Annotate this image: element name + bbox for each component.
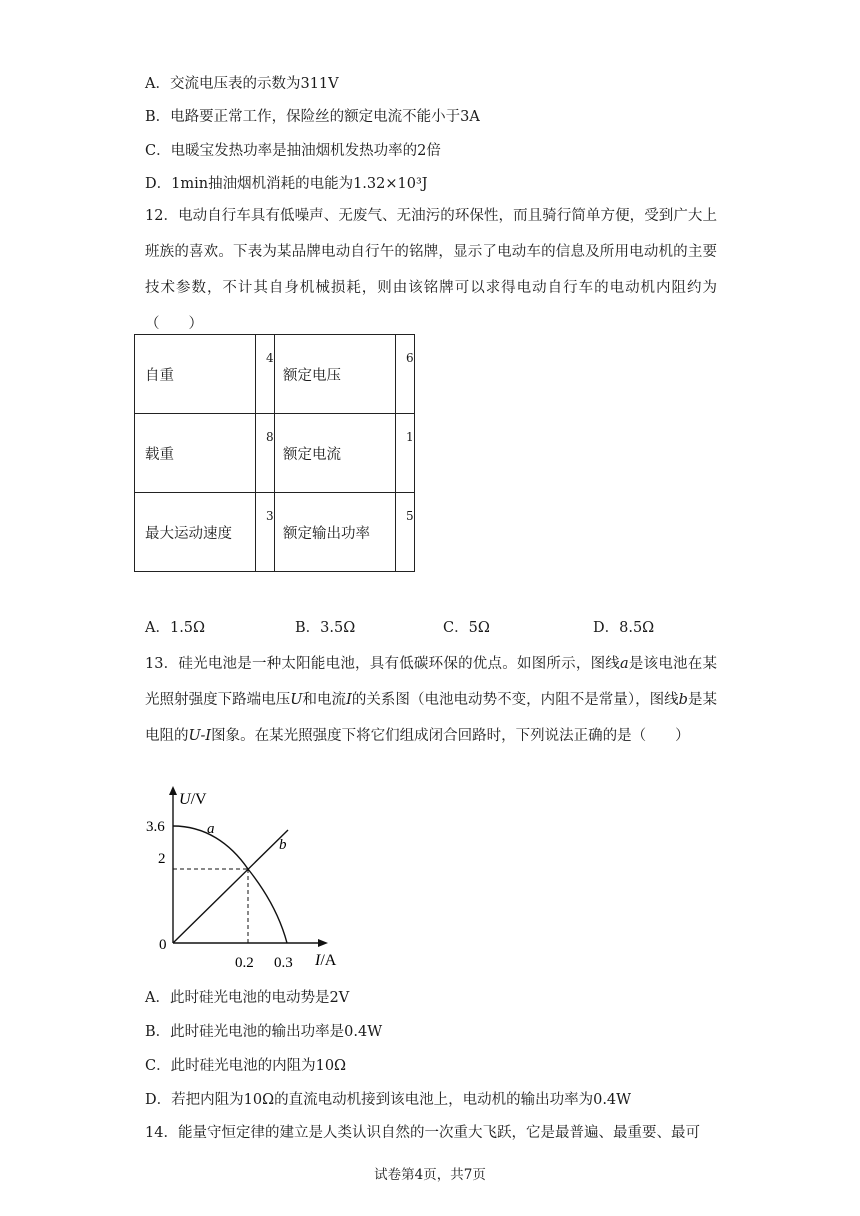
- origin-label: 0: [159, 937, 167, 953]
- q12-stem: 12．电动自行车具有低噪声、无废气、无油污的环保性，而且骑行简单方便，受到广大上班族的喜欢。下表为某品牌电动自行午的铭牌，显示了电动车的信息及所用电动机的主要技术参数，不计其自身机械损耗，则由该铭牌可以求得电动自行车的电动机内阻约为（ ）: [145, 208, 717, 332]
- clipped-value: 6: [406, 351, 414, 365]
- table-row: [135, 335, 415, 414]
- q13-option-b: B．此时硅光电池的输出功率是0.4W: [145, 1024, 383, 1040]
- q13-stem-text: 图象。在某光照强度下将它们组成闭合回路时，下列说法正确的是（ ）: [211, 728, 690, 744]
- table-cell: [396, 493, 415, 572]
- ui-graph: [140, 785, 340, 975]
- q12-option-c: C．5Ω: [443, 620, 490, 636]
- q13-stem: [145, 646, 717, 754]
- clipped-value: 4: [266, 351, 274, 365]
- q13-stem-text: 和电流: [302, 692, 347, 708]
- q11-option-a: A．交流电压表的示数为311V: [145, 76, 339, 92]
- clipped-value: 3: [266, 509, 274, 523]
- clipped-value: 8: [266, 430, 274, 444]
- line-b-label: b: [279, 837, 287, 853]
- q12-option-b: B．3.5Ω: [295, 620, 356, 636]
- x-axis-label: I/A: [315, 952, 337, 969]
- table-cell: 最大运动速度: [135, 493, 256, 572]
- var-U: U: [290, 692, 303, 708]
- table-cell: 额定电压: [275, 335, 396, 414]
- table-cell: [256, 493, 275, 572]
- page-footer: 试卷第4页，共7页: [374, 1167, 486, 1183]
- y-tick-2: 2: [158, 851, 166, 867]
- table-cell: [256, 414, 275, 493]
- var-I: I: [346, 692, 352, 708]
- q12-option-a: A．1.5Ω: [145, 620, 206, 636]
- table-cell: 额定电流: [275, 414, 396, 493]
- var-b: b: [678, 692, 688, 708]
- q14-stem: 14．能量守恒定律的建立是人类认识自然的一次重大飞跃，它是最普遍、最重要、最可: [145, 1125, 700, 1141]
- table-cell: [256, 335, 275, 414]
- q13-stem-text: 是某电阻的: [145, 692, 718, 744]
- x-tick-0-3: 0.3: [274, 955, 293, 971]
- table-row: [135, 493, 415, 572]
- var-a: a: [620, 656, 629, 672]
- q12-option-d: D．8.5Ω: [593, 620, 655, 636]
- clipped-value: 1: [406, 430, 414, 444]
- y-axis-label: U/V: [179, 791, 207, 808]
- q13-option-c: C．此时硅光电池的内阻为10Ω: [145, 1058, 347, 1074]
- q13-stem-text: 的关系图（电池电动势不变，内阻不是常量），图线: [351, 692, 679, 708]
- curve-a-label: a: [207, 821, 215, 837]
- x-tick-0-2: 0.2: [235, 955, 254, 971]
- spec-table: [134, 334, 415, 572]
- q13-option-a: A．此时硅光电池的电动势是2V: [145, 990, 350, 1006]
- clipped-value: 5: [406, 509, 414, 523]
- q13-option-d: D．若把内阻为10Ω的直流电动机接到该电池上，电动机的输出功率为0.4W: [145, 1092, 632, 1108]
- table-cell: 额定输出功率: [275, 493, 396, 572]
- y-axis-arrow: [169, 786, 177, 795]
- q11-option-b: B．电路要正常工作，保险丝的额定电流不能小于3A: [145, 109, 480, 125]
- table-cell: [396, 414, 415, 493]
- q13-stem-text: 是该电池在某光照射强度下路端电压: [145, 656, 717, 708]
- x-axis-arrow: [318, 939, 328, 947]
- q12-options: [145, 616, 745, 636]
- y-tick-3-6: 3.6: [146, 819, 165, 835]
- table-cell: 载重: [135, 414, 256, 493]
- q11-option-c: C．电暖宝发热功率是抽油烟机发热功率的2倍: [145, 143, 441, 159]
- table-cell: [396, 335, 415, 414]
- var-UI: U-I: [188, 728, 212, 744]
- line-b: [173, 830, 288, 943]
- q11-option-d: D．1min抽油烟机消耗的电能为1.32×10³J: [145, 176, 428, 192]
- q13-stem-text: 13．硅光电池是一种太阳能电池，具有低碳环保的优点。如图所示，图线: [145, 656, 621, 672]
- table-row: [135, 414, 415, 493]
- table-cell: 自重: [135, 335, 256, 414]
